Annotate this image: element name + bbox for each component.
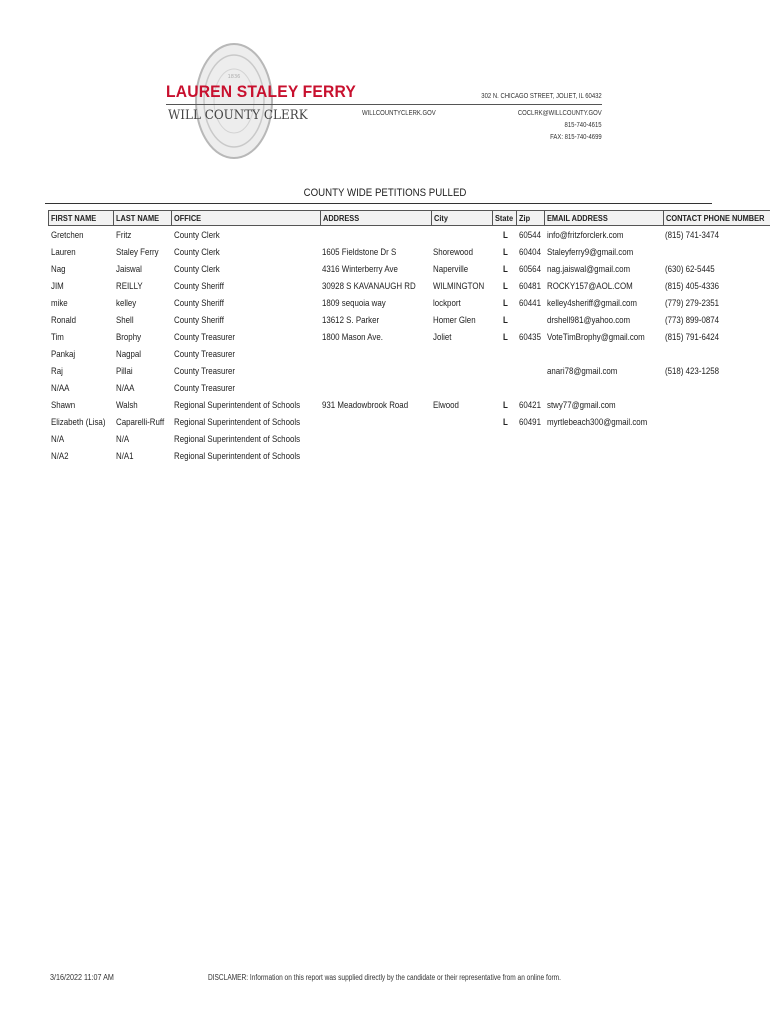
cell-zip: 60481 — [518, 280, 541, 291]
cell-zip — [517, 379, 545, 396]
cell-first-name: Nag — [50, 263, 65, 274]
cell-city — [431, 379, 493, 396]
clerk-name: LAUREN STALEY FERRY — [166, 82, 357, 101]
cell-first-name: Pankaj — [50, 348, 75, 359]
cell-last-name: N/A — [115, 433, 130, 444]
website-link[interactable]: WILLCOUNTYCLERK.GOV — [362, 110, 436, 117]
cell-last-name: REILLY — [115, 280, 143, 291]
cell-city — [431, 226, 493, 244]
cell-phone — [663, 447, 770, 464]
petitions-table — [48, 210, 770, 464]
cell-first-name: Lauren — [50, 246, 76, 257]
cell-last-name: Walsh — [115, 399, 138, 410]
cell-state: L — [503, 399, 508, 410]
cell-office: County Treasurer — [173, 382, 235, 393]
cell-address: 931 Meadowbrook Road — [322, 399, 409, 410]
cell-city — [431, 413, 493, 430]
cell-state: L — [503, 246, 508, 257]
cell-office: County Treasurer — [173, 365, 235, 376]
cell-address: 1605 Fieldstone Dr S — [322, 246, 397, 257]
table-row — [49, 362, 770, 379]
cell-email — [545, 430, 664, 447]
cell-state: L — [503, 263, 508, 274]
table-row — [49, 260, 770, 277]
cell-first-name: N/A2 — [50, 450, 69, 461]
office-address: 302 N. CHICAGO STREET, JOLIET, IL 60432 — [481, 93, 602, 100]
cell-office: County Treasurer — [173, 331, 235, 342]
cell-first-name: Shawn — [50, 399, 75, 410]
table-row — [49, 226, 770, 244]
cell-phone: (815) 405-4336 — [665, 280, 720, 291]
cell-office: County Sheriff — [173, 314, 224, 325]
table-row — [49, 328, 770, 345]
cell-city: Elwood — [433, 399, 460, 410]
cell-address — [320, 413, 431, 430]
cell-phone — [663, 379, 770, 396]
cell-office: County Clerk — [173, 229, 220, 240]
office-fax: FAX: 815-740-4699 — [550, 134, 602, 141]
cell-zip — [517, 447, 545, 464]
header-office: OFFICE — [172, 211, 321, 226]
cell-zip — [517, 345, 545, 362]
table-row — [49, 311, 770, 328]
cell-state — [493, 362, 517, 379]
table-row — [49, 413, 770, 430]
cell-state: L — [503, 280, 508, 291]
cell-office: Regional Superintendent of Schools — [173, 433, 300, 444]
cell-state: L — [503, 331, 508, 342]
cell-first-name: N/AA — [50, 382, 69, 393]
cell-last-name: Pillai — [115, 365, 133, 376]
cell-city — [431, 430, 493, 447]
office-phone: 815-740-4615 — [564, 122, 602, 129]
cell-last-name: Nagpal — [115, 348, 141, 359]
disclaimer-text: DISCLAMER: Information on this report was supplied directly by the candidate or their representative from an online form. — [208, 973, 561, 982]
cell-office: County Treasurer — [173, 348, 235, 359]
header-divider — [166, 104, 602, 105]
cell-city — [431, 345, 493, 362]
cell-state — [493, 345, 517, 362]
cell-last-name: Caparelli-Ruff — [115, 416, 164, 427]
table-row — [49, 277, 770, 294]
cell-zip: 60544 — [518, 229, 541, 240]
header-state: State — [493, 211, 517, 226]
cell-email[interactable]: Staleyferry9@gmail.com — [546, 246, 633, 257]
cell-city — [431, 447, 493, 464]
cell-address — [320, 447, 431, 464]
cell-office: Regional Superintendent of Schools — [173, 399, 300, 410]
cell-state: L — [503, 416, 508, 427]
cell-first-name: Ronald — [50, 314, 76, 325]
header-zip: Zip — [517, 211, 545, 226]
cell-phone: (773) 899-0874 — [665, 314, 720, 325]
cell-state — [493, 447, 517, 464]
table-row — [49, 345, 770, 362]
header-address: ADDRESS — [320, 211, 431, 226]
title-divider — [45, 203, 712, 204]
cell-zip — [517, 311, 545, 328]
cell-address — [320, 379, 431, 396]
cell-zip: 60491 — [518, 416, 541, 427]
cell-email[interactable]: anari78@gmail.com — [546, 365, 617, 376]
cell-address: 30928 S KAVANAUGH RD — [322, 280, 417, 291]
cell-address: 1800 Mason Ave. — [322, 331, 384, 342]
cell-city: Homer Glen — [433, 314, 476, 325]
cell-email[interactable]: nag.jaiswal@gmail.com — [546, 263, 630, 274]
cell-last-name: Staley Ferry — [115, 246, 159, 257]
cell-state — [493, 379, 517, 396]
header-email: EMAIL ADDRESS — [545, 211, 664, 226]
cell-city — [431, 362, 493, 379]
cell-state: L — [503, 297, 508, 308]
cell-first-name: N/A — [50, 433, 64, 444]
cell-last-name: Fritz — [115, 229, 132, 240]
cell-last-name: Brophy — [115, 331, 141, 342]
cell-office: Regional Superintendent of Schools — [173, 416, 300, 427]
table-header-row — [49, 211, 770, 226]
table-row — [49, 243, 770, 260]
header-phone: CONTACT PHONE NUMBER — [663, 211, 770, 226]
table-row — [49, 447, 770, 464]
table-row — [49, 430, 770, 447]
cell-address: 13612 S. Parker — [322, 314, 380, 325]
cell-phone — [663, 413, 770, 430]
cell-phone — [663, 396, 770, 413]
cell-first-name: Elizabeth (Lisa) — [50, 416, 105, 427]
cell-office: County Sheriff — [173, 280, 224, 291]
cell-zip: 60421 — [518, 399, 541, 410]
cell-phone: (779) 279-2351 — [665, 297, 720, 308]
cell-email — [545, 379, 664, 396]
cell-zip — [517, 362, 545, 379]
cell-city: Shorewood — [433, 246, 474, 257]
cell-address: 1809 sequoia way — [322, 297, 387, 308]
report-title: COUNTY WIDE PETITIONS PULLED — [303, 187, 467, 199]
cell-phone — [663, 430, 770, 447]
cell-email[interactable]: ROCKY157@AOL.COM — [546, 280, 633, 291]
cell-last-name: Jaiswal — [115, 263, 142, 274]
cell-address — [320, 430, 431, 447]
cell-email — [545, 345, 664, 362]
svg-text:1836: 1836 — [227, 74, 241, 80]
cell-phone — [663, 345, 770, 362]
cell-last-name: N/A1 — [115, 450, 134, 461]
cell-last-name: Shell — [115, 314, 134, 325]
cell-office: County Clerk — [173, 246, 220, 257]
cell-office: County Sheriff — [173, 297, 224, 308]
cell-phone: (815) 791-6424 — [665, 331, 720, 342]
cell-city: Naperville — [433, 263, 469, 274]
cell-address: 4316 Winterberry Ave — [322, 263, 399, 274]
cell-email[interactable]: VoteTimBrophy@gmail.com — [546, 331, 645, 342]
cell-address — [320, 362, 431, 379]
cell-email[interactable]: drshell981@yahoo.com — [546, 314, 630, 325]
cell-zip: 60564 — [518, 263, 541, 274]
office-email[interactable]: COCLRK@WILLCOUNTY.GOV — [518, 110, 602, 117]
cell-first-name: JIM — [50, 280, 64, 291]
cell-address — [320, 345, 431, 362]
cell-city: Joliet — [433, 331, 452, 342]
cell-city: WILMINGTON — [433, 280, 485, 291]
cell-state — [493, 430, 517, 447]
report-timestamp: 3/16/2022 11:07 AM — [50, 973, 114, 982]
table-row — [49, 396, 770, 413]
cell-email[interactable]: info@fritzforclerk.com — [546, 229, 624, 240]
cell-zip: 60435 — [518, 331, 541, 342]
cell-office: County Clerk — [173, 263, 220, 274]
cell-email[interactable]: stwy77@gmail.com — [546, 399, 616, 410]
cell-phone: (815) 741-3474 — [665, 229, 720, 240]
header-first-name: FIRST NAME — [49, 211, 114, 226]
cell-first-name: mike — [50, 297, 68, 308]
cell-city: lockport — [433, 297, 462, 308]
cell-last-name: N/AA — [115, 382, 135, 393]
cell-office: Regional Superintendent of Schools — [173, 450, 300, 461]
cell-phone: (518) 423-1258 — [665, 365, 720, 376]
cell-first-name: Gretchen — [50, 229, 84, 240]
cell-first-name: Raj — [50, 365, 63, 376]
header-city: City — [431, 211, 493, 226]
cell-last-name: kelley — [115, 297, 137, 308]
cell-state: L — [503, 314, 508, 325]
table-row — [49, 379, 770, 396]
cell-email — [545, 447, 664, 464]
cell-zip: 60404 — [518, 246, 541, 257]
cell-zip — [517, 430, 545, 447]
clerk-office: WILL COUNTY CLERK — [168, 108, 308, 123]
cell-state: L — [503, 229, 508, 240]
cell-email[interactable]: kelley4sheriff@gmail.com — [546, 297, 637, 308]
cell-phone — [663, 243, 770, 260]
cell-first-name: Tim — [50, 331, 64, 342]
header-last-name: LAST NAME — [114, 211, 172, 226]
cell-email[interactable]: myrtlebeach300@gmail.com — [546, 416, 647, 427]
cell-phone: (630) 62-5445 — [665, 263, 715, 274]
table-row — [49, 294, 770, 311]
cell-zip: 60441 — [518, 297, 541, 308]
cell-address — [320, 226, 431, 244]
